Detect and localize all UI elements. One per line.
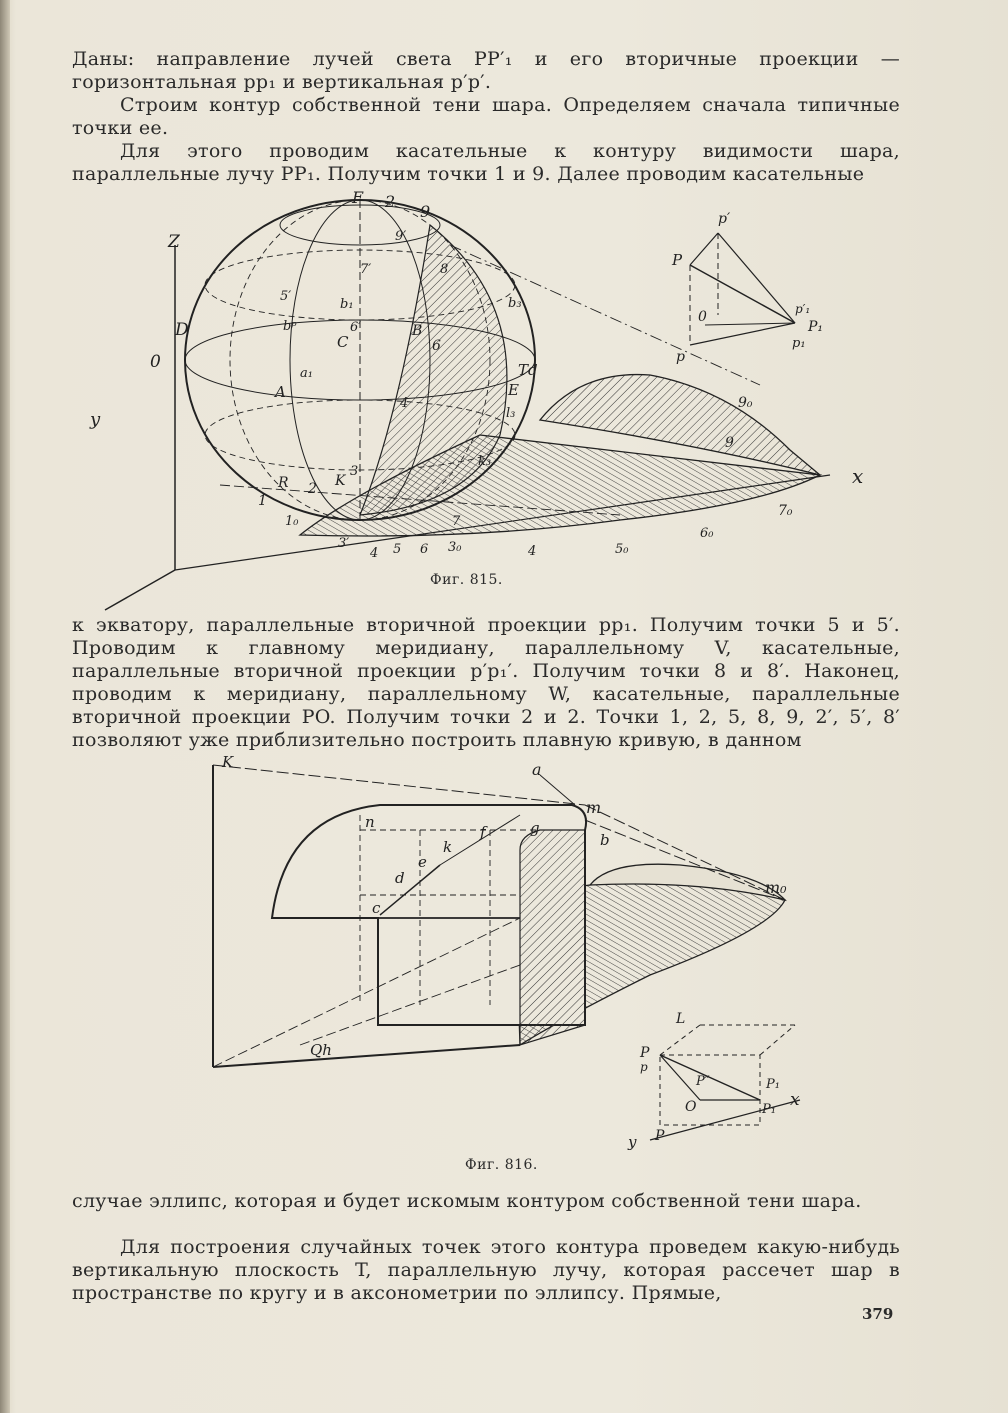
label-6-prime: 6′ (350, 320, 362, 335)
label-b3: b₃ (508, 296, 522, 311)
label-O-inset: O (685, 1099, 697, 1115)
label-7: 7 (452, 514, 461, 529)
label-3o: 3₀ (448, 540, 462, 555)
label-7o: 7₀ (778, 503, 793, 519)
label-p-prime: p′ (718, 211, 731, 227)
label-2-low: 2 (308, 481, 317, 497)
label-4o: 4 (528, 544, 537, 559)
label-L: L (676, 1011, 686, 1027)
label-5o: 5₀ (615, 542, 629, 557)
page-number: 379 (862, 1305, 894, 1323)
label-y: y (90, 409, 101, 430)
label-P1: P₁ (808, 319, 824, 335)
label-2-top: 2 (385, 192, 396, 211)
paragraph-given: Даны: направление лучей света PP′₁ и его вторичные проекции — горизонтальная pp₁ и вертикальная p′p′. (72, 48, 900, 93)
label-c: c (372, 899, 381, 917)
label-f: f (480, 823, 486, 841)
label-P: P (672, 251, 683, 269)
paragraph-tangents: Для этого проводим касательные к контуру видимости шара, параллельные лучу PP₁. Получим точки 1 и 9. Далее проводим касательные (72, 140, 900, 185)
label-k3: k₃ (478, 454, 492, 469)
label-a-top: a (532, 760, 542, 779)
label-0-inset: 0 (698, 309, 707, 325)
label-4-low: 4 (370, 546, 379, 561)
label-D: D (175, 320, 189, 340)
paragraph-equator: к экватору, параллельные вторичной проекции pp₁. Получим точки 5 и 5′. Проводим к главному меридиану, параллельному V, касательные, параллельные вторичной проекции p′p₁′. Получим точки 8 и 8′. Наконец, проводим к меридиану, параллельному W, касательные, параллельные вторичной проекции PO. Получим точки 2 и 2. Точки 1, 2, 5, 8, 9, 2′, 5′, 8′ позволяют уже приблизительно построить плавную кривую, в данном (72, 614, 900, 751)
figure-815-caption: Фиг. 815. (430, 572, 503, 588)
label-b: b (600, 831, 610, 849)
figure-816-caption: Фиг. 816. (465, 1157, 538, 1173)
label-5: 5 (393, 542, 402, 557)
label-p1-prime: p′₁ (795, 302, 811, 316)
label-Td: Td (518, 361, 538, 379)
paragraph-random-points: Для построения случайных точек этого контура проведем какую-нибудь вертикальную плоскость T, параллельную лучу, которая рассечет шар в пространстве по кругу и в аксонометрии по эллипсу. Прямые, (72, 1236, 900, 1304)
label-5-prime: 5′ (280, 289, 292, 304)
label-Z: Z (168, 232, 180, 252)
label-e: e (418, 853, 427, 871)
label-6-low: 6 (420, 542, 429, 557)
label-1o: 1₀ (285, 514, 299, 529)
label-m0: m₀ (765, 878, 787, 897)
label-p1-inset: P₁ (762, 1102, 776, 1117)
label-A: A (275, 383, 286, 401)
label-C: C (337, 333, 349, 351)
label-p: p (676, 349, 685, 365)
label-9-top: 9 (420, 202, 431, 221)
label-6o: 6₀ (700, 526, 714, 541)
label-bp: bᵖ (283, 319, 297, 334)
label-R: R (278, 475, 289, 491)
paragraph-shadow-contour: Строим контур собственной тени шара. Определяем сначала типичные точки ее. (72, 94, 900, 139)
label-9o: 9₀ (738, 395, 753, 411)
label-K: K (222, 753, 234, 771)
label-7-prime: 7′ (360, 262, 372, 277)
label-B: B (412, 323, 423, 339)
label-6: 6 (432, 338, 441, 354)
label-k: k (443, 838, 453, 856)
label-9-prime: 9′ (395, 229, 407, 244)
label-K: K (335, 473, 346, 489)
label-P-low: P (655, 1128, 665, 1144)
label-E: E (508, 381, 519, 399)
label-m: m (586, 798, 602, 817)
label-x-inset: x (790, 1090, 800, 1110)
label-p1: p₁ (792, 336, 806, 351)
label-p-inset: p (640, 1060, 648, 1074)
label-Qh: Qh (310, 1041, 332, 1059)
label-4: 4 (400, 396, 409, 411)
label-a1: a₁ (300, 366, 313, 381)
paragraph-ellipse: случае эллипс, которая и будет искомым контуром собственной тени шара. (72, 1190, 862, 1212)
label-l3: l₃ (506, 406, 516, 421)
label-d: d (395, 869, 405, 887)
label-3-prime: 3′ (338, 536, 350, 551)
label-1: 1 (258, 493, 267, 509)
figure-815-sphere-shadow (0, 185, 1008, 605)
label-x: x (852, 464, 864, 488)
label-g: g (530, 819, 540, 837)
label-3: 3 (350, 464, 359, 479)
label-8: 8 (440, 262, 449, 277)
label-y-inset: y (628, 1133, 637, 1151)
label-0: 0 (150, 352, 161, 372)
label-P1-inset: P₁ (766, 1077, 780, 1092)
label-9-bottom: 9 (725, 435, 734, 451)
label-n: n (365, 813, 375, 831)
label-b1: b₁ (340, 297, 354, 312)
label-F: F (352, 188, 364, 207)
label-P-inset: P (640, 1045, 650, 1061)
figure-816-shadow-construction (0, 755, 1008, 1155)
label-P-double: P″ (696, 1074, 710, 1089)
